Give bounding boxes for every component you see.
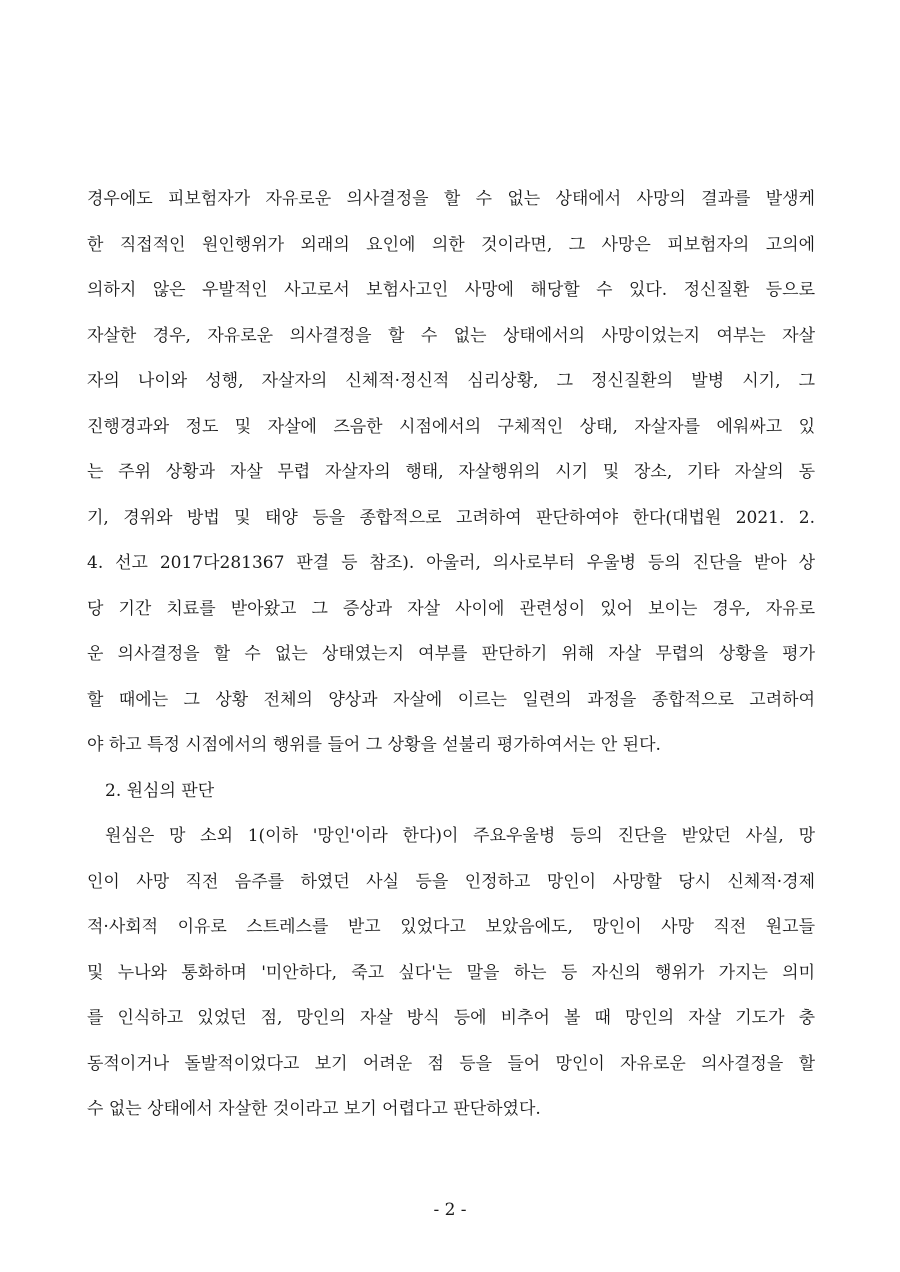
section-paragraph-line: 인이 사망 직전 음주를 하였던 사실 등을 인정하고 망인이 사망할 당시 신체적·경제 [87, 871, 815, 892]
paragraph-line: 진행경과와 정도 및 자살에 즈음한 시점에서의 구체적인 상태, 자살자를 에워싸고 있 [87, 416, 815, 437]
section-heading: 2. 원심의 판단 [105, 780, 215, 801]
paragraph-line: 의하지 않은 우발적인 사고로서 보험사고인 사망에 해당할 수 있다. 정신질환 등으로 [87, 280, 815, 300]
paragraph-line: 기, 경위와 방법 및 태양 등을 종합적으로 고려하여 판단하여야 한다(대법원 2021. 2. [87, 507, 815, 528]
section-paragraph-line: 적·사회적 이유로 스트레스를 받고 있었다고 보았음에도, 망인이 사망 직전 원고들 [87, 917, 815, 937]
paragraph-line: 경우에도 피보험자가 자유로운 의사결정을 할 수 없는 상태에서 사망의 결과를 발생케 [87, 189, 815, 209]
paragraph-line: 자살한 경우, 자유로운 의사결정을 할 수 없는 상태에서의 사망이었는지 여부는 자살 [87, 325, 815, 346]
section-paragraph-line: 수 없는 상태에서 자살한 것이라고 보기 어렵다고 판단하였다. [87, 1099, 541, 1119]
paragraph-line: 4. 선고 2017다281367 판결 등 참조). 아울러, 의사로부터 우울병 등의 진단을 받아 상 [87, 553, 815, 573]
section-paragraph-line: 원심은 망 소외 1(이하 '망인'이라 한다)이 주요우울병 등의 진단을 받았던 사실, 망 [105, 826, 815, 846]
section-paragraph-line: 및 누나와 통화하며 '미안하다, 죽고 싶다'는 말을 하는 등 자신의 행위가 가지는 의미 [87, 962, 815, 983]
paragraph-line: 운 의사결정을 할 수 없는 상태였는지 여부를 판단하기 위해 자살 무렵의 상황을 평가 [87, 644, 815, 664]
paragraph-line: 자의 나이와 성행, 자살자의 신체적·정신적 심리상황, 그 정신질환의 발병 시기, 그 [87, 371, 815, 391]
paragraph-line: 할 때에는 그 상황 전체의 양상과 자살에 이르는 일련의 과정을 종합적으로 고려하여 [87, 689, 815, 710]
paragraph-line: 한 직접적인 원인행위가 외래의 요인에 의한 것이라면, 그 사망은 피보험자의 고의에 [87, 234, 815, 255]
paragraph-line: 당 기간 치료를 받아왔고 그 증상과 자살 사이에 관련성이 있어 보이는 경우, 자유로 [87, 598, 815, 619]
section-paragraph-line: 동적이거나 돌발적이었다고 보기 어려운 점 등을 들어 망인이 자유로운 의사결정을 할 [87, 1053, 815, 1074]
paragraph-line: 야 하고 특정 시점에서의 행위를 들어 그 상황을 섣불리 평가하여서는 안 된다. [87, 735, 661, 755]
paragraph-line: 는 주위 상황과 자살 무렵 자살자의 행태, 자살행위의 시기 및 장소, 기타 자살의 동 [87, 462, 815, 482]
document-body [87, 183, 815, 1139]
section-paragraph-line: 를 인식하고 있었던 점, 망인의 자살 방식 등에 비추어 볼 때 망인의 자살 기도가 충 [87, 1008, 815, 1028]
page-number: - 2 - [433, 1200, 467, 1220]
